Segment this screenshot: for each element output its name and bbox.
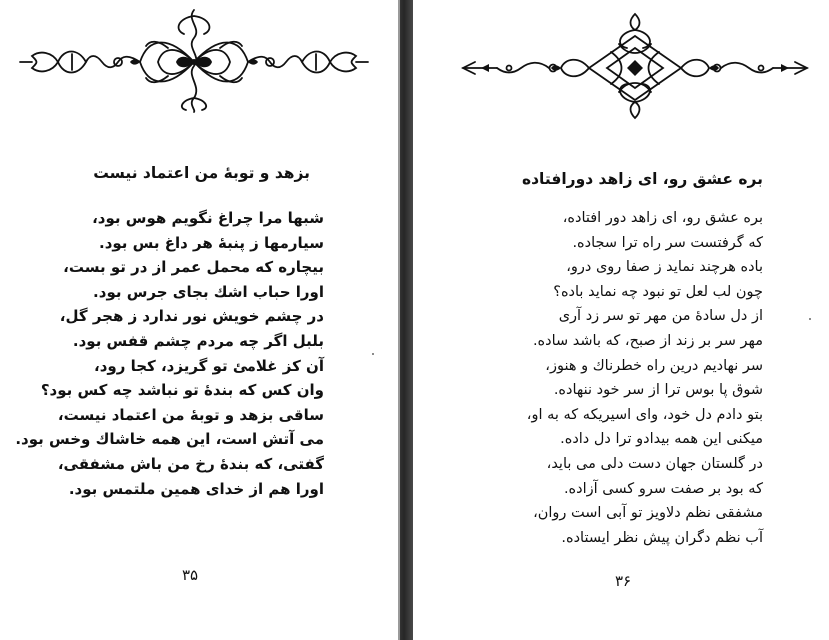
- poem-text: [15, 206, 324, 501]
- poem-line: بره عشق رو، ای زاهد دور افتاده،: [562, 210, 763, 226]
- page-number: ۳۵: [182, 566, 199, 584]
- poem-line: بلبل اگر چه مردم چشم قفس بود.: [72, 331, 324, 350]
- poem-line: آن کز غلامئ تو گریزد، کجا رود،: [94, 356, 324, 375]
- floral-vine-ornament-icon: [18, 4, 370, 116]
- page-number: ۳۶: [615, 572, 632, 590]
- right-page: [413, 0, 829, 640]
- poem-text: [527, 206, 763, 550]
- poem-line: که بود بر صفت سرو کسی آزاده.: [563, 480, 763, 497]
- poem-line: اورا هم از خدای همین ملتمس بود.: [68, 479, 324, 498]
- poem-line: بتو دادم دل خود، وای اسیریکه که به او،: [526, 406, 763, 423]
- left-page: [0, 0, 398, 640]
- gutter-edge: [398, 0, 400, 640]
- poem-line: آب نظم دگران پیش نظر ایستاده.: [561, 529, 763, 546]
- poem-line: چون لب لعل تو نبود چه نماید باده؟: [553, 283, 763, 300]
- poem-line: در چشم خویش نور ندارد ز هجر گل،: [59, 307, 324, 326]
- poem-line: مشفقی نظم دلاویز تو آبی است روان،: [533, 505, 763, 522]
- poem-line: سیارمها ز پنبهٔ هر داغ بس بود.: [99, 233, 324, 252]
- poem-line: شبها مرا چراغ نگویم هوس بود،: [92, 209, 324, 227]
- poem-line: میکنی این همه بیدادو ترا دل داده.: [560, 431, 763, 448]
- poem-line: باده هرچند نماید ز صفا روی درو،: [566, 259, 763, 276]
- poem-line: می آتش است، این همه خاشاك وخس بود.: [15, 430, 324, 449]
- poem-line: اورا حباب اشك بجای جرس بود.: [93, 282, 324, 301]
- poem-line: وان کس که بندهٔ تو نباشد چه کس بود؟: [40, 381, 324, 400]
- poem-line: که گرفتست سر راه ترا سجاده.: [572, 234, 763, 251]
- poem-line: ساقی بزهد و توبهٔ من اعتماد نیست،: [57, 405, 324, 424]
- poem-line: شوق پا بوس ترا از سر خود ننهاده.: [553, 382, 763, 399]
- poem-title: بره عشق رو، ای زاهد دورافتاده: [521, 170, 763, 188]
- poem-line: بیچاره که محمل عمر از در تو بست،: [63, 258, 324, 277]
- poem-line: گفتی، که بندهٔ رخ من باش مشفقی،: [57, 454, 324, 473]
- poem-title: بزهد و توبهٔ من اعتماد نیست: [93, 164, 310, 182]
- poem-line: در گلستان جهان دست دلی می باید،: [546, 455, 763, 472]
- poem-line: مهر سر بر زند از صبح، که باشد ساده.: [532, 332, 763, 349]
- poem-line: از دل سادهٔ من مهر تو سر زد آری: [558, 308, 763, 325]
- ink-speck: [372, 353, 374, 355]
- ink-speck: [809, 318, 811, 320]
- poem-line: سر نهادیم درین راه خطرناك و هنوز،: [545, 357, 763, 374]
- diamond-lattice-ornament-icon: [459, 10, 811, 122]
- book-gutter: [398, 0, 413, 640]
